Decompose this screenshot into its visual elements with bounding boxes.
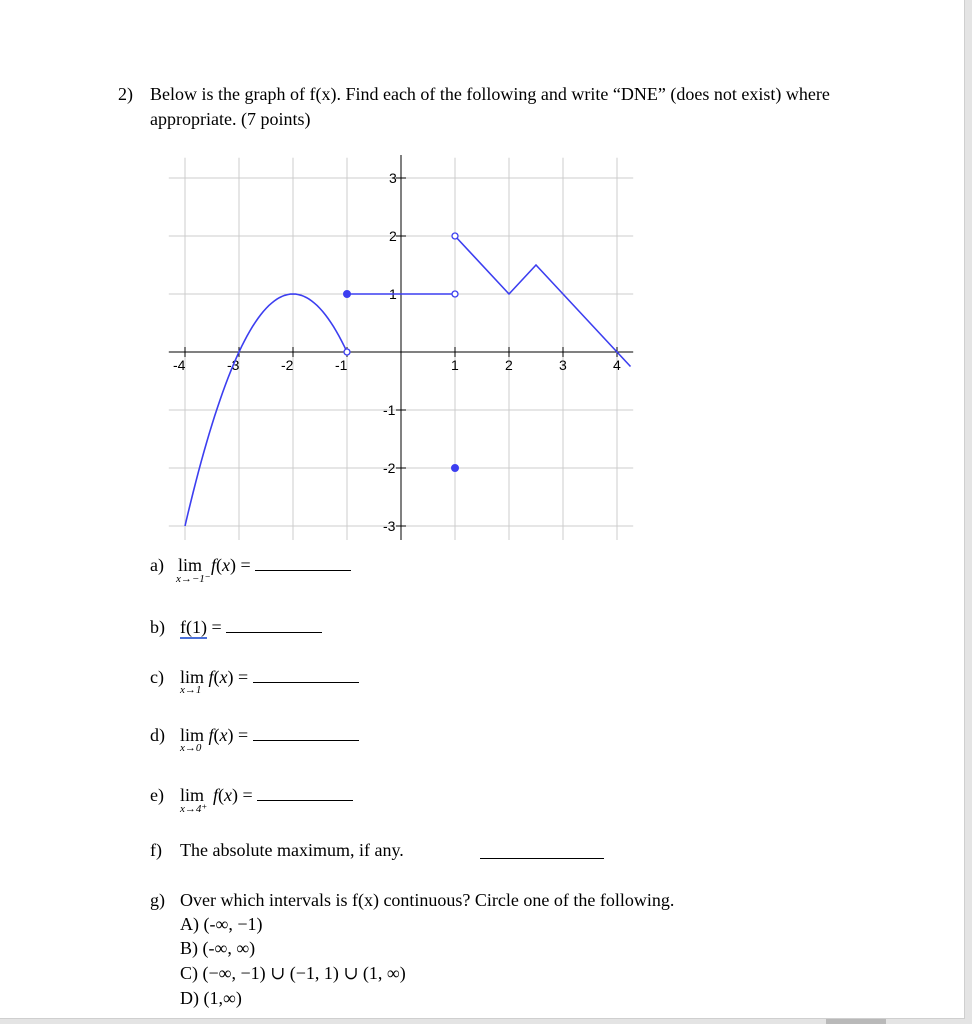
option-d-text: D) (1,∞) [180, 988, 242, 1008]
function-graph [160, 155, 635, 540]
question-e-answer-blank[interactable] [257, 786, 353, 801]
question-g-text: Over which intervals is f(x) continuous? Circle one of the following. [180, 890, 675, 910]
question-e-label: e) [150, 785, 164, 805]
x-tick-label: 2 [505, 357, 513, 373]
x-tick-label: -2 [281, 357, 294, 373]
x-tick-label: -3 [227, 357, 240, 373]
question-f-answer-blank[interactable] [480, 844, 604, 859]
option-a-text: A) (-∞, −1) [180, 914, 263, 934]
graph-axes [169, 155, 633, 540]
question-b-answer-blank[interactable] [226, 618, 322, 633]
question-a-answer-blank[interactable] [255, 556, 351, 571]
closed-point [344, 291, 351, 298]
problem-title [118, 82, 838, 132]
x-tick-label: -4 [173, 357, 186, 373]
option-c[interactable] [180, 963, 406, 984]
question-e-limit-subscript: x→4⁺ [180, 803, 208, 815]
problem-number: 2) [118, 84, 133, 104]
open-point [452, 233, 458, 239]
question-b-label: b) [150, 617, 165, 637]
x-tick-label: 1 [451, 357, 459, 373]
question-c-answer-blank[interactable] [253, 668, 359, 683]
question-a-label: a) [150, 555, 164, 575]
x-tick-label: 4 [613, 357, 621, 373]
y-tick-label: 2 [389, 228, 397, 244]
question-g-label: g) [150, 890, 165, 910]
option-d[interactable] [180, 988, 242, 1009]
y-tick-label: -2 [383, 460, 396, 476]
problem-prompt: Below is the graph of f(x). Find each of the following and write “DNE” (does not exist) where appropriate. (7 points) [150, 84, 830, 129]
horizontal-scrollbar[interactable] [826, 1019, 886, 1024]
option-b[interactable] [180, 938, 255, 959]
y-tick-label: 1 [389, 286, 397, 302]
option-c-text: C) (−∞, −1) ∪ (−1, 1) ∪ (1, ∞) [180, 963, 406, 983]
document-page: 2) Below is the graph of f(x). Find each of the following and write “DNE” (does not exist) where appropriate. (7 points) -4 -3 -2 -1 1 2 3 4 3 2 1 -1 -2 -3 a) lim x→−1⁻ f(x) = b) f(1) = c) lim x→1 f(x) = d) lim x→0 f(x) = e) lim x→4⁺ f(x) = f) The absolute maximum, if any. g) Over which intervals is f(x) continuous? Circle one of the following. A) (-∞, −1) B) (-∞, ∞) C) (−∞, −1) ∪ (−1, 1) ∪ (1, ∞) D) (1,∞) [0, 0, 965, 1019]
y-tick-label: 3 [389, 170, 397, 186]
option-a[interactable] [180, 914, 262, 935]
question-f-label: f) [150, 840, 162, 860]
question-a-limit-subscript: x→−1⁻ [176, 573, 211, 585]
question-d-label: d) [150, 725, 165, 745]
x-tick-label: 3 [559, 357, 567, 373]
graph-curves [185, 236, 631, 526]
y-tick-label: -1 [383, 402, 396, 418]
question-d-limit-subscript: x→0 [180, 742, 202, 754]
x-tick-label: -1 [335, 357, 348, 373]
option-b-text: B) (-∞, ∞) [180, 938, 256, 958]
open-point [452, 291, 458, 297]
y-tick-label: -3 [383, 518, 396, 534]
question-b-expression: f(1) [180, 617, 207, 637]
curve-zigzag [455, 236, 631, 367]
open-point [344, 349, 350, 355]
closed-point [452, 465, 459, 472]
question-d-answer-blank[interactable] [253, 726, 359, 741]
question-c-label: c) [150, 667, 164, 687]
question-f-text: The absolute maximum, if any. [180, 840, 404, 860]
question-c-limit-subscript: x→1 [180, 684, 202, 696]
